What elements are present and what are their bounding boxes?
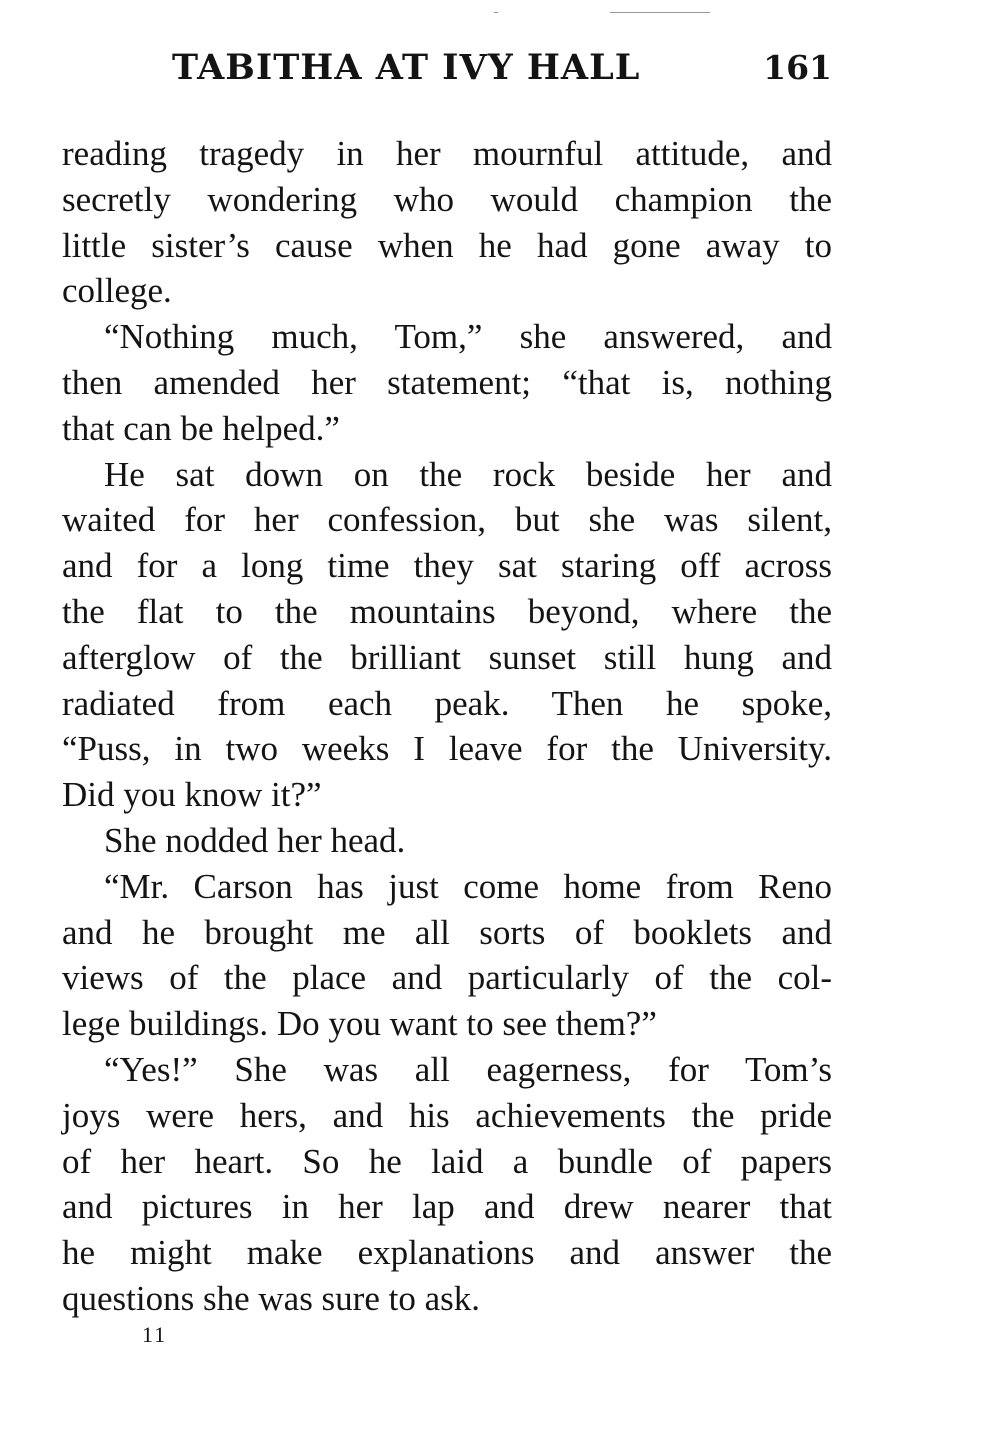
text-line: waited for her confession, but she was silent, <box>62 500 832 540</box>
text-line: lege buildings. Do you want to see them?” <box>62 1004 657 1044</box>
text-line: “Mr. Carson has just come home from Reno <box>104 866 832 906</box>
text-line: and for a long time they sat staring off across <box>62 546 832 586</box>
text-line: joys were hers, and his achievements the pride <box>62 1095 832 1135</box>
text-line: and he brought me all sorts of booklets and <box>62 912 832 952</box>
text-line: and pictures in her lap and drew nearer that <box>62 1187 832 1227</box>
text-line: then amended her statement; “that is, nothing <box>62 362 832 402</box>
scan-speck-top <box>610 12 710 13</box>
text-line: views of the place and particularly of the col- <box>62 958 832 998</box>
running-head <box>172 40 832 96</box>
text-line: She nodded her head. <box>104 820 406 860</box>
scan-speck-top-small <box>494 12 498 13</box>
text-line: of her heart. So he laid a bundle of papers <box>62 1141 832 1181</box>
text-line: He sat down on the rock beside her and <box>104 454 832 494</box>
text-line: afterglow of the brilliant sunset still hung and <box>62 637 832 677</box>
text-line: radiated from each peak. Then he spoke, <box>62 683 832 723</box>
body-text <box>62 131 832 1322</box>
text-line: Did you know it?” <box>62 775 322 815</box>
text-line: “Puss, in two weeks I leave for the University. <box>62 729 832 769</box>
text-line: questions she was sure to ask. <box>62 1278 481 1318</box>
page-number: 161 <box>763 48 832 87</box>
text-line: “Yes!” She was all eagerness, for Tom’s <box>104 1049 832 1089</box>
text-line: reading tragedy in her mournful attitude, and <box>62 134 832 173</box>
text-line: secretly wondering who would champion the <box>62 179 832 219</box>
text-line: the flat to the mountains beyond, where the <box>62 591 832 631</box>
text-line: college. <box>62 271 172 311</box>
text-line: that can be helped.” <box>62 408 340 448</box>
running-head-title: TABITHA AT IVY HALL <box>172 47 641 88</box>
text-line: “Nothing much, Tom,” she answered, and <box>104 317 832 357</box>
text-line: little sister’s cause when he had gone away to <box>62 225 832 265</box>
signature-mark: 11 <box>142 1322 168 1347</box>
text-line: he might make explanations and answer the <box>62 1233 832 1273</box>
